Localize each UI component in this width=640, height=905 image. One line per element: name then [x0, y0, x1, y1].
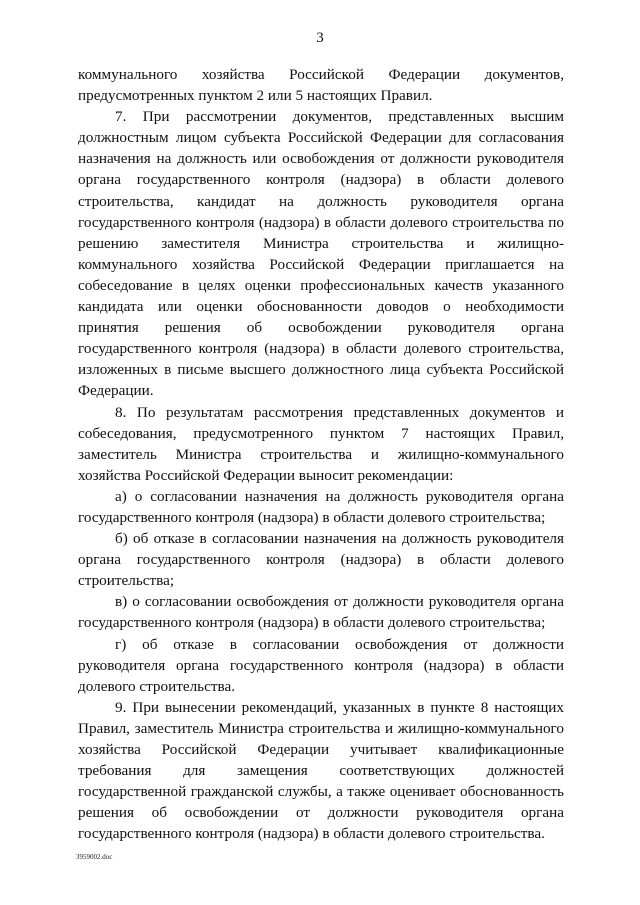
paragraph-continuation: коммунального хозяйства Российской Федерации документов, предусмотренных пунктом 2 или 5 настоящих Правил.	[78, 66, 564, 105]
page-number: 3	[316, 30, 324, 46]
paragraph-subitem-v: в) о согласовании освобождения от должности руководителя органа государственного контроля (надзора) в области долевого строительства;	[78, 593, 564, 632]
paragraph-subitem-a: а) о согласовании назначения на должность руководителя органа государственного контроля (надзора) в области долевого строительства;	[78, 487, 564, 526]
paragraph-subitem-b: б) об отказе в согласовании назначения на должность руководителя органа государственного контроля (надзора) в области долевого строительства;	[78, 530, 564, 590]
paragraph-item-7: 7. При рассмотрении документов, представленных высшим должностным лицом субъекта Российской Федерации для согласования назначения на должность или освобождения от должности руководителя органа государственного контроля (надзора) в области долевого строительства, кандидат на должность руководителя органа государственного контроля (надзора) в области долевого строительства по решению заместителя Министра строительства и жилищно-коммунального хозяйства Российской Федерации приглашается на собеседование в целях оценки профессиональных качеств указанного кандидата или оценки обоснованности доводов о необходимости принятия решения об освобождении руководителя органа государственного контроля (надзора) в области долевого строительства, изложенных в письме высшего должностного лица субъекта Российской Федерации.	[78, 108, 564, 400]
paragraph-item-9: 9. При вынесении рекомендаций, указанных в пункте 8 настоящих Правил, заместитель Министра строительства и жилищно-коммунального хозяйства Российской Федерации учитывает квалификационные требования для замещения соответствующих должностей государственной гражданской службы, а также оценивает обоснованность решения об освобождении от должности руководителя органа государственного контроля (надзора) в области долевого строительства.	[78, 698, 564, 843]
paragraph-subitem-g: г) об отказе в согласовании освобождения от должности руководителя органа государственного контроля (надзора) в области долевого строительства.	[78, 635, 564, 695]
document-body	[78, 64, 564, 844]
document-file-id: 3959002.doc	[76, 853, 113, 861]
paragraph-item-8: 8. По результатам рассмотрения представленных документов и собеседования, предусмотренного пунктом 7 настоящих Правил, заместитель Министра строительства и жилищно-коммунального хозяйства Российской Федерации выносит рекомендации:	[78, 403, 564, 484]
